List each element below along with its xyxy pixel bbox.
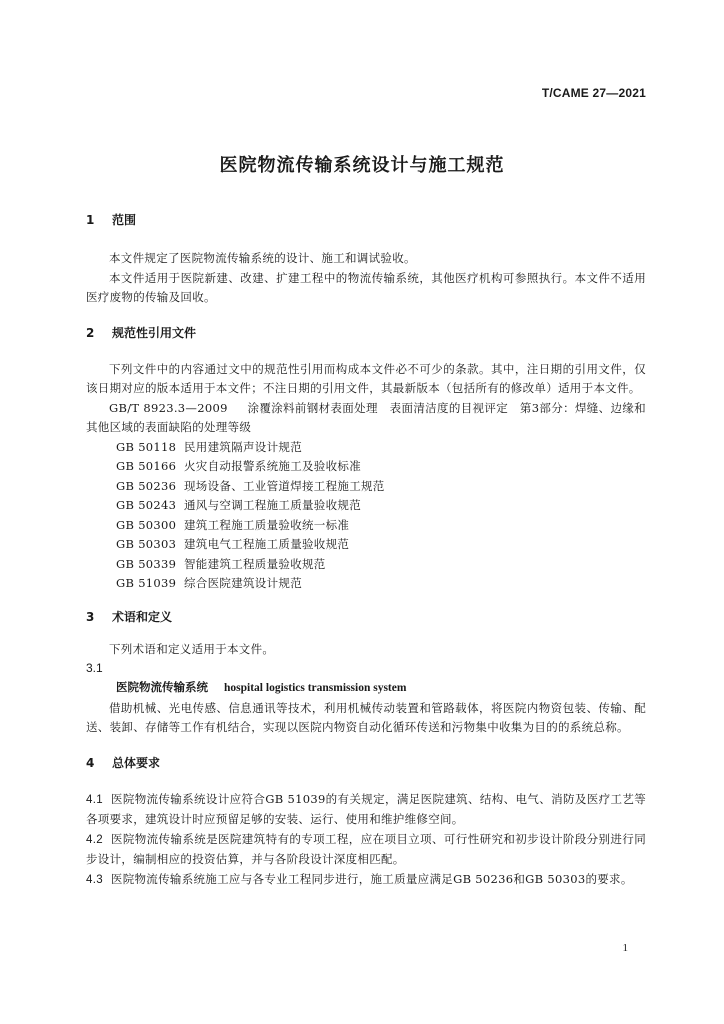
- clause-text: 医院物流传输系统设计应符合GB 51039的有关规定，满足医院建筑、结构、电气、消防及医疗工艺等各项要求，建筑设计时应预留足够的安装、运行、使用和维护维修空间。: [86, 791, 646, 826]
- section-number: 2: [86, 325, 95, 340]
- reference-code: GB 50300: [116, 517, 177, 532]
- paragraph: 本文件规定了医院物流传输系统的设计、施工和调试验收。: [109, 251, 416, 265]
- section-heading-normative-references: [86, 324, 646, 342]
- term-entry: [86, 678, 646, 699]
- clause-number: 4.3: [86, 873, 103, 886]
- reference-item: [86, 496, 646, 516]
- reference-code: GB 50166: [116, 459, 177, 473]
- section-heading-terms: [86, 608, 646, 626]
- reference-title: 现场设备、工业管道焊接工程施工规范: [184, 478, 385, 493]
- reference-code: GB 50303: [116, 537, 177, 551]
- term-chinese: 医院物流传输系统: [116, 680, 208, 694]
- reference-code: GB/T 8923.3—2009: [109, 400, 228, 415]
- reference-code: GB 50339: [116, 556, 177, 571]
- term-definition: 借助机械、光电传感、信息通讯等技术，利用机械传动装置和管路载体，将医院内物资包装、传输、配送、装卸、存储等工作有机结合，实现以医院内物资自动化循环传送和污物集中收集为目的的系统总称。: [86, 700, 646, 734]
- page-number: 1: [622, 942, 628, 954]
- section-number: 3: [86, 609, 95, 624]
- reference-item: [86, 516, 646, 536]
- reference-code: GB 51039: [116, 576, 177, 590]
- reference-item: [86, 477, 646, 497]
- reference-item: [86, 535, 646, 555]
- clause-text: 医院物流传输系统是医院建筑特有的专项工程，应在项目立项、可行性研究和初步设计阶段分别进行同步设计，编制相应的投资估算，并与各阶段设计深度相匹配。: [86, 831, 646, 866]
- clause-number: 4.2: [86, 833, 103, 846]
- reference-title: 建筑电气工程施工质量验收规范: [184, 537, 350, 551]
- reference-title: 火灾自动报警系统施工及验收标准: [184, 459, 361, 473]
- clause: [86, 790, 646, 830]
- section-heading-scope: [86, 211, 646, 229]
- reference-title: 综合医院建筑设计规范: [184, 576, 302, 590]
- term-english: hospital logistics transmission system: [224, 682, 407, 694]
- page-title: 医院物流传输系统设计与施工规范: [219, 155, 505, 176]
- clause-text: 医院物流传输系统施工应与各专业工程同步进行，施工质量应满足GB 50236和GB 50303的要求。: [110, 871, 633, 886]
- paragraph: 下列文件中的内容通过文中的规范性引用而构成本文件必不可少的条款。其中，注日期的引用文件，仅该日期对应的版本适用于本文件；不注日期的引用文件，其最新版本（包括所有的修改单）适用于本文件。: [86, 361, 646, 395]
- document-body: [86, 211, 646, 890]
- reference-title: 建筑工程施工质量验收统一标准: [184, 517, 350, 532]
- section-title: 术语和定义: [112, 609, 173, 624]
- clause: [86, 870, 646, 891]
- paragraph: 本文件适用于医院新建、改建、扩建工程中的物流传输系统，其他医疗机构可参照执行。本文件不适用医疗废物的传输及回收。: [86, 270, 646, 304]
- clause: [86, 830, 646, 870]
- reference-item: [86, 438, 646, 458]
- section-title: 范围: [112, 213, 137, 227]
- reference-code: GB 50236: [116, 478, 177, 493]
- reference-item: [86, 457, 646, 477]
- section-title: 总体要求: [112, 755, 161, 770]
- document-code: T/CAME 27—2021: [541, 86, 646, 100]
- term-number: 3.1: [86, 661, 103, 675]
- reference-item: [86, 574, 646, 594]
- reference-code: GB 50243: [116, 498, 177, 512]
- clause-number: 4.1: [86, 793, 103, 806]
- reference-title: 通风与空调工程施工质量验收规范: [184, 498, 361, 512]
- section-heading-general-requirements: [86, 754, 646, 772]
- reference-code: GB 50118: [116, 439, 177, 454]
- paragraph: 下列术语和定义适用于本文件。: [109, 641, 275, 656]
- reference-title: 智能建筑工程质量验收规范: [184, 556, 326, 571]
- section-title: 规范性引用文件: [112, 325, 197, 340]
- reference-item: [86, 555, 646, 575]
- section-number: 1: [86, 213, 95, 227]
- reference-item: [86, 399, 646, 438]
- reference-title: 涂覆涂料前钢材表面处理 表面清洁度的目视评定 第3部分：焊缝、边缘和其他区域的表面缺陷的处理等级: [86, 400, 646, 434]
- section-number: 4: [86, 755, 95, 770]
- reference-title: 民用建筑隔声设计规范: [184, 439, 302, 454]
